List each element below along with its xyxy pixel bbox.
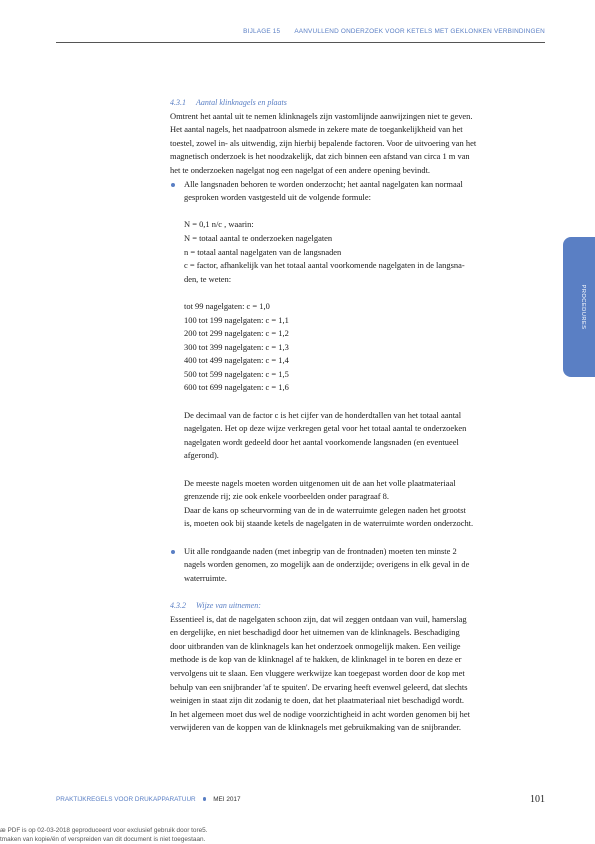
text-line: nagelgaten wordt gedeeld door het aantal voorkomende langsnaden (en eventueel — [184, 436, 459, 447]
footer-date: MEI 2017 — [213, 796, 241, 803]
side-tab-label: PROCEDURES — [580, 284, 586, 330]
decimal-paragraph — [170, 409, 546, 463]
text-line: afgerond). — [184, 450, 219, 461]
notice-line: tmaken van kopie/ën of verspreiden van dit document is niet toegestaan. — [0, 836, 206, 843]
footer-dot-icon — [203, 797, 207, 801]
formula-line: N = 0,1 n/c , waarin: — [184, 219, 254, 230]
text-line: Het aantal nagels, het naadpatroon alsmede in zekere mate de toegankelijkheid van het — [170, 124, 463, 135]
copyright-notice — [0, 826, 207, 844]
footer-title: PRAKTIJKREGELS VOOR DRUKAPPARATUUR — [56, 796, 196, 803]
text-line: Daar de kans op scheurvorming van de in de waterruimte gelegen naden het grootst — [184, 504, 466, 515]
section-number: 4.3.1 — [170, 98, 186, 107]
notice-line: æ PDF is op 02-03-2018 geproduceerd voor exclusief gebruik door tore5. — [0, 827, 208, 834]
text-line: waterruimte. — [184, 572, 227, 583]
text-line: door uitbranden van de klinknagels kan het onderzoek onmogelijk maken. Een veilige — [170, 640, 461, 651]
header-rule — [56, 42, 545, 43]
factor-list — [170, 300, 546, 395]
intro-paragraph — [170, 110, 546, 178]
footer — [56, 796, 241, 803]
text-line: In het algemeen moet dus wel de nodige voorzichtigheid in acht worden genomen bij het — [170, 708, 470, 719]
section-heading-4-3-2 — [170, 599, 546, 613]
factor-item: 300 tot 399 nagelgaten: c = 1,3 — [184, 341, 289, 352]
header-title: AANVULLEND ONDERZOEK VOOR KETELS MET GEKLONKEN VERBINDINGEN — [294, 28, 545, 35]
text-line: Uit alle rondgaande naden (met inbegrip van de frontnaden) moeten ten minste 2 — [184, 545, 457, 556]
bullet-longitudinal-seams — [170, 178, 546, 205]
text-line: toestel, zowel in- als uitwendig, zijn hierbij bepalende factoren. Voor de uitvoering van het — [170, 137, 477, 148]
factor-item: 100 tot 199 nagelgaten: c = 1,1 — [184, 314, 289, 325]
text-line: verwijderen van de koppen van de klinknagels met gebruikmaking van de snijbrander. — [170, 722, 462, 733]
text-line: magnetisch onderzoek is het noodzakelijk, dat zich binnen een afstand van circa 1 m van — [170, 151, 470, 162]
running-header — [243, 28, 545, 35]
text-line: grenzende rij; zie ook enkele voorbeelden onder paragraaf 8. — [184, 491, 389, 502]
bullet-circumferential-seams — [170, 545, 546, 586]
main-content — [170, 96, 546, 735]
section-title: Aantal klinknagels en plaats — [196, 98, 287, 107]
text-line: vervolgens uit te slaan. Een vluggere werkwijze kan toegepast worden door de kop met — [170, 667, 465, 678]
section-number: 4.3.2 — [170, 600, 186, 610]
text-line: methode is de kop van de klinknagel af te hakken, de klinknagel in te boren en deze er — [170, 654, 462, 665]
formula-line: den, te weten: — [184, 273, 232, 284]
formula-block — [170, 218, 546, 286]
procedures-side-tab[interactable] — [563, 237, 595, 377]
formula-line: N = totaal aantal te onderzoeken nagelgaten — [184, 232, 333, 243]
section-title: Wijze van uitnemen: — [196, 600, 261, 610]
text-line: nagels worden genomen, zo mogelijk aan de onderzijde; overigens in elk geval in de — [184, 559, 470, 570]
factor-item: 600 tot 699 nagelgaten: c = 1,6 — [184, 382, 289, 393]
text-line: het te onderzoeken nagelgat nog een nagelgat of een andere opening bevindt. — [170, 164, 431, 175]
text-line: gesproken worden vastgesteld uit de volgende formule: — [184, 192, 371, 203]
factor-item: 500 tot 599 nagelgaten: c = 1,5 — [184, 368, 289, 379]
formula-line: n = totaal aantal nagelgaten van de langsnaden — [184, 246, 342, 257]
text-line: De decimaal van de factor c is het cijfer van de honderdtallen van het totaal aantal — [184, 409, 462, 420]
text-line: Omtrent het aantal uit te nemen klinknagels zijn vastomlijnde aanwijzingen niet te geven. — [170, 110, 473, 121]
text-line: De meeste nagels moeten worden uitgenomen uit de aan het volle plaatmateriaal — [184, 477, 456, 488]
formula-line: c = factor, afhankelijk van het totaal aantal voorkomende nagelgaten in de langsna- — [184, 260, 465, 271]
text-line: Essentieel is, dat de nagelgaten schoon zijn, dat wil zeggen ontdaan van vuil, hamerslag — [170, 613, 467, 624]
text-line: nagelgaten. Het op deze wijze verkregen getal voor het totaal aantal te onderzoeken — [184, 423, 467, 434]
text-line: weinigen in staat zijn dit zodanig te doen, dat het plaatmateriaal niet beschadigd wordt. — [170, 695, 465, 706]
header-appendix: BIJLAGE 15 — [243, 28, 281, 35]
factor-item: tot 99 nagelgaten: c = 1,0 — [184, 300, 270, 311]
removal-paragraph — [170, 613, 546, 735]
text-line: behulp van een snijbrander 'af te spuiten'. De ervaring heeft evenwel geleerd, dat slechts — [170, 681, 468, 692]
section-heading-4-3-1 — [170, 96, 546, 110]
most-nails-paragraph — [170, 477, 546, 531]
factor-item: 400 tot 499 nagelgaten: c = 1,4 — [184, 355, 289, 366]
text-line: en dergelijke, en niet beschadigd door het uitnemen van de klinknagels. Beschadiging — [170, 627, 460, 638]
page-number: 101 — [530, 794, 545, 805]
factor-item: 200 tot 299 nagelgaten: c = 1,2 — [184, 328, 289, 339]
text-line: Alle langsnaden behoren te worden onderzocht; het aantal nagelgaten kan normaal — [184, 178, 463, 189]
text-line: is, moeten ook bij staande ketels de nagelgaten in de waterruimte worden onderzocht. — [184, 518, 474, 529]
